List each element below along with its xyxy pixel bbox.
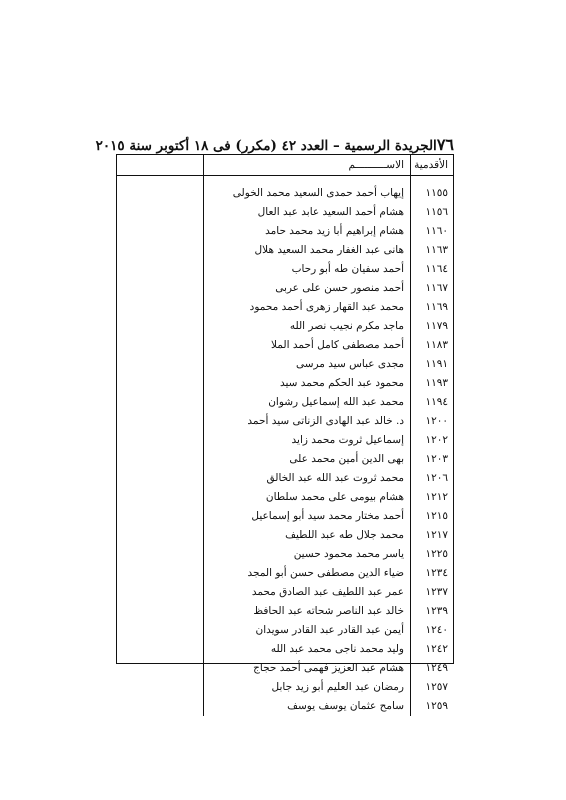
seniority-table-frame	[116, 154, 454, 712]
extra-cell	[117, 697, 204, 716]
seniority-table	[117, 155, 453, 716]
extra-cell	[117, 659, 204, 678]
table-row	[117, 317, 453, 336]
seniority-cell: ١٢٠٦	[411, 469, 454, 488]
seniority-cell: ١٢٣٧	[411, 583, 454, 602]
seniority-cell: ١١٦٩	[411, 298, 454, 317]
table-header-row	[117, 155, 453, 176]
seniority-cell: ١١٩٤	[411, 393, 454, 412]
table-row	[117, 526, 453, 545]
name-cell: محمد عبد الله إسماعيل رشوان	[204, 393, 411, 412]
name-cell: إسماعيل ثروت محمد زايد	[204, 431, 411, 450]
seniority-cell: ١٢٣٩	[411, 602, 454, 621]
name-cell: أيمن عبد القادر عبد القادر سويدان	[204, 621, 411, 640]
name-cell: مجدى عباس سيد مرسى	[204, 355, 411, 374]
seniority-cell: ١٢١٢	[411, 488, 454, 507]
table-row	[117, 431, 453, 450]
name-cell: هشام إبراهيم أبا زيد محمد حامد	[204, 222, 411, 241]
extra-cell	[117, 222, 204, 241]
table-row	[117, 260, 453, 279]
name-cell: محمد ثروت عبد الله عبد الخالق	[204, 469, 411, 488]
table-row	[117, 602, 453, 621]
table-row	[117, 298, 453, 317]
extra-cell	[117, 241, 204, 260]
name-cell: خالد عبد الناصر شحاته عبد الحافظ	[204, 602, 411, 621]
name-cell: ضياء الدين مصطفى حسن أبو المجد	[204, 564, 411, 583]
seniority-cell: ١١٥٦	[411, 203, 454, 222]
name-cell: أحمد منصور حسن على عربى	[204, 279, 411, 298]
extra-cell	[117, 488, 204, 507]
name-cell: هشام بيومى على محمد سلطان	[204, 488, 411, 507]
extra-cell	[117, 602, 204, 621]
name-cell: محمد جلال طه عبد اللطيف	[204, 526, 411, 545]
table-row	[117, 621, 453, 640]
table-row	[117, 241, 453, 260]
extra-cell	[117, 336, 204, 355]
name-cell: محمود عبد الحكم محمد سيد	[204, 374, 411, 393]
table-row	[117, 203, 453, 222]
table-row	[117, 583, 453, 602]
table-row	[117, 564, 453, 583]
table-row	[117, 393, 453, 412]
seniority-cell: ١٢٠٢	[411, 431, 454, 450]
name-cell: ماجد مكرم نجيب نصر الله	[204, 317, 411, 336]
table-row	[117, 678, 453, 697]
extra-cell	[117, 526, 204, 545]
extra-cell	[117, 621, 204, 640]
extra-cell	[117, 176, 204, 204]
extra-cell	[117, 317, 204, 336]
table-row	[117, 469, 453, 488]
seniority-cell: ١٢٢٥	[411, 545, 454, 564]
extra-cell	[117, 393, 204, 412]
table-row	[117, 659, 453, 678]
extra-cell	[117, 374, 204, 393]
seniority-cell: ١٢١٥	[411, 507, 454, 526]
name-cell: سامح عثمان يوسف يوسف	[204, 697, 411, 716]
extra-cell	[117, 279, 204, 298]
name-cell: أحمد مصطفى كامل أحمد الملا	[204, 336, 411, 355]
table-row	[117, 545, 453, 564]
seniority-cell: ١٢٣٤	[411, 564, 454, 583]
extra-cell	[117, 545, 204, 564]
name-cell: هانى عبد الغفار محمد السعيد هلال	[204, 241, 411, 260]
table-row	[117, 488, 453, 507]
name-cell: محمد عبد القهار زهرى أحمد محمود	[204, 298, 411, 317]
table-body	[117, 176, 453, 717]
name-cell: أحمد مختار محمد سيد أبو إسماعيل	[204, 507, 411, 526]
extra-cell	[117, 412, 204, 431]
seniority-cell: ١١٥٥	[411, 176, 454, 204]
table-row	[117, 507, 453, 526]
extra-cell	[117, 203, 204, 222]
seniority-cell: ١١٩١	[411, 355, 454, 374]
seniority-cell: ١١٦٤	[411, 260, 454, 279]
name-cell: رمضان عبد العليم أبو زيد جابل	[204, 678, 411, 697]
table-row	[117, 279, 453, 298]
extra-cell	[117, 564, 204, 583]
seniority-cell: ١٢٤٠	[411, 621, 454, 640]
name-cell: ياسر محمد محمود حسين	[204, 545, 411, 564]
extra-cell	[117, 640, 204, 659]
seniority-cell: ١١٦٧	[411, 279, 454, 298]
table-row	[117, 355, 453, 374]
table-row	[117, 640, 453, 659]
table-row	[117, 374, 453, 393]
extra-cell	[117, 431, 204, 450]
page-number: ٧٦	[436, 135, 454, 154]
seniority-cell: ١١٦٣	[411, 241, 454, 260]
column-header-name: الاســــــــــم	[204, 155, 411, 176]
name-cell: بهى الدين أمين محمد على	[204, 450, 411, 469]
gazette-title: الجريدة الرسمية – العدد ٤٢ (مكرر) فى ١٨ أكتوبر سنة ٢٠١٥	[95, 138, 437, 154]
seniority-cell: ١٢٤٩	[411, 659, 454, 678]
table-row	[117, 450, 453, 469]
extra-cell	[117, 355, 204, 374]
name-cell: د. خالد عبد الهادى الزناتى سيد أحمد	[204, 412, 411, 431]
seniority-cell: ١١٧٩	[411, 317, 454, 336]
seniority-cell: ١٢١٧	[411, 526, 454, 545]
table-row	[117, 412, 453, 431]
table-row	[117, 697, 453, 716]
column-header-seniority: الأقدمية	[411, 155, 454, 176]
seniority-cell: ١١٩٣	[411, 374, 454, 393]
seniority-cell: ١٢٠٣	[411, 450, 454, 469]
table-row	[117, 222, 453, 241]
extra-cell	[117, 469, 204, 488]
table-row	[117, 336, 453, 355]
table-row	[117, 176, 453, 204]
seniority-cell: ١٢٠٠	[411, 412, 454, 431]
extra-cell	[117, 678, 204, 697]
extra-cell	[117, 583, 204, 602]
name-cell: هشام عبد العزيز فهمى أحمد حجاج	[204, 659, 411, 678]
seniority-cell: ١٢٤٢	[411, 640, 454, 659]
page-header	[95, 130, 454, 154]
seniority-cell: ١٢٥٧	[411, 678, 454, 697]
column-header-extra	[117, 155, 204, 176]
seniority-cell: ١١٦٠	[411, 222, 454, 241]
name-cell: هشام أحمد السعيد عابد عبد العال	[204, 203, 411, 222]
seniority-cell: ١١٨٣	[411, 336, 454, 355]
name-cell: إيهاب أحمد حمدى السعيد محمد الخولى	[204, 176, 411, 204]
extra-cell	[117, 260, 204, 279]
extra-cell	[117, 298, 204, 317]
name-cell: عمر عبد اللطيف عبد الصادق محمد	[204, 583, 411, 602]
seniority-cell: ١٢٥٩	[411, 697, 454, 716]
name-cell: وليد محمد ناجى محمد عبد الله	[204, 640, 411, 659]
name-cell: أحمد سفيان طه أبو رحاب	[204, 260, 411, 279]
extra-cell	[117, 450, 204, 469]
extra-cell	[117, 507, 204, 526]
